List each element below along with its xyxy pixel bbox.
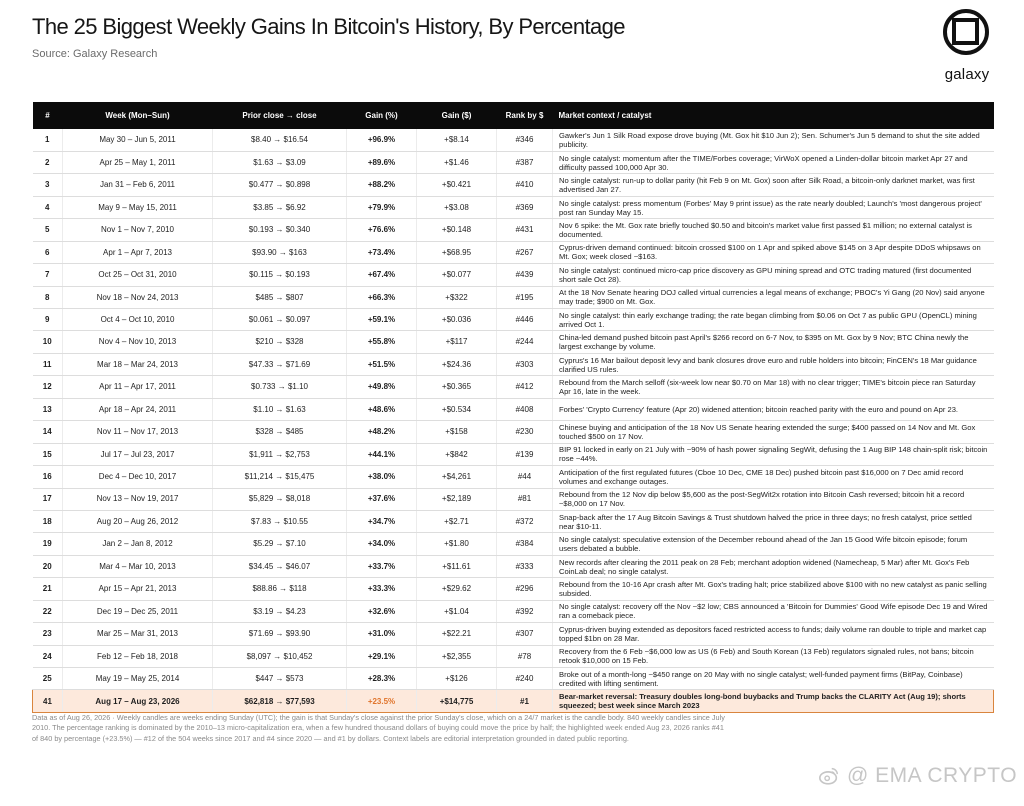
row-rank-usd: #431 [497,219,553,241]
row-gain-pct: +73.4% [347,241,417,263]
row-close: $328 → $485 [213,421,347,443]
row-context: Broke out of a month-long ~$450 range on 20 May with no single catalyst; well-funded payment firms (BitPay, Coinbase) credited with lifting sentiment. [553,668,994,690]
table-row [33,645,994,667]
col-header-week: Week (Mon–Sun) [105,110,170,120]
table-row [33,129,994,151]
table-row [33,376,994,398]
table-row [33,174,994,196]
row-rank-usd: #369 [497,196,553,218]
row-rank-usd: #384 [497,533,553,555]
row-gain-usd: +$126 [417,668,497,690]
row-close: $8.40 → $16.54 [213,129,347,151]
row-rank-usd: #44 [497,466,553,488]
table-row-highlight [33,690,994,713]
row-rank-usd: #408 [497,398,553,420]
row-gain-usd: +$2,189 [417,488,497,510]
row-gain-usd: +$0.148 [417,219,497,241]
row-gain-pct: +59.1% [347,309,417,331]
row-number: 41 [33,690,63,713]
table-row [33,488,994,510]
row-number: 5 [33,219,63,241]
table-row [33,196,994,218]
row-context: Rebound from the 10-16 Apr crash after Mt. Gox's trading halt; price stabilized above $100 with no new catalyst as panic selling subsided. [553,578,994,600]
gains-table [32,102,994,713]
row-week: Nov 4 – Nov 10, 2013 [63,331,213,353]
row-number: 14 [33,421,63,443]
row-close: $93.90 → $163 [213,241,347,263]
row-gain-pct: +79.9% [347,196,417,218]
row-context: At the 18 Nov Senate hearing DOJ called virtual currencies a legal means of exchange; PBOC's Yi Gang (20 Nov) said anyone may trade; $900 on Mt. Gox. [553,286,994,308]
row-gain-pct: +96.9% [347,129,417,151]
row-number: 7 [33,264,63,286]
table-row [33,578,994,600]
row-week: May 9 – May 15, 2011 [63,196,213,218]
row-rank-usd: #410 [497,174,553,196]
row-close: $34.45 → $46.07 [213,555,347,577]
row-gain-usd: +$22.21 [417,623,497,645]
row-week: Jul 17 – Jul 23, 2017 [63,443,213,465]
row-gain-pct: +44.1% [347,443,417,465]
row-context: Snap-back after the 17 Aug Bitcoin Savings & Trust shutdown halved the price in three days; no fresh catalyst, price settled near $10-11. [553,510,994,532]
row-week: May 30 – Jun 5, 2011 [63,129,213,151]
col-header-gain-usd: Gain ($) [441,110,472,120]
row-context: No single catalyst: speculative extension of the December rebound ahead of the Jan 15 Good Wife bitcoin episode; forum users debated a bubble. [553,533,994,555]
row-gain-usd: +$3.08 [417,196,497,218]
row-context: No single catalyst: continued micro-cap price discovery as GPU mining spread and OTC trading matured (first documented short sale Oct 28). [553,264,994,286]
row-rank-usd: #446 [497,309,553,331]
row-context: China-led demand pushed bitcoin past April's $266 record on 6-7 Nov, to $395 on Mt. Gox by 9 Nov; BTC China newly the largest exchange by volume. [553,331,994,353]
row-gain-pct: +29.1% [347,645,417,667]
row-gain-usd: +$0.036 [417,309,497,331]
row-close: $1.63 → $3.09 [213,151,347,173]
row-gain-pct: +33.7% [347,555,417,577]
table-body [33,129,994,713]
row-number: 17 [33,488,63,510]
row-gain-usd: +$11.61 [417,555,497,577]
row-week: Aug 20 – Aug 26, 2012 [63,510,213,532]
row-number: 1 [33,129,63,151]
row-number: 19 [33,533,63,555]
row-context: Cyprus-driven demand continued: bitcoin crossed $100 on 1 Apr and spiked above $145 on 3 Apr despite DDoS whipsaws on Mt. Gox; week closed ~$163. [553,241,994,263]
row-close: $71.69 → $93.90 [213,623,347,645]
row-rank-usd: #195 [497,286,553,308]
table-row [33,600,994,622]
row-context: Recovery from the 6 Feb ~$6,000 low as US (6 Feb) and South Korean (13 Feb) regulators signaled rules, not bans; bitcoin retook $10,000 on 15 Feb. [553,645,994,667]
row-week: Oct 25 – Oct 31, 2010 [63,264,213,286]
table-row [33,555,994,577]
row-rank-usd: #240 [497,668,553,690]
row-context: Anticipation of the first regulated futures (Cboe 10 Dec, CME 18 Dec) pushed bitcoin past $16,000 on 7 Dec amid record volumes and exchange outages. [553,466,994,488]
row-number: 21 [33,578,63,600]
row-gain-pct: +51.5% [347,353,417,375]
row-rank-usd: #307 [497,623,553,645]
row-number: 6 [33,241,63,263]
row-gain-pct: +67.4% [347,264,417,286]
table-header-row [33,102,994,129]
table-row [33,623,994,645]
row-number: 13 [33,398,63,420]
table-row [33,264,994,286]
row-gain-usd: +$322 [417,286,497,308]
row-gain-pct: +88.2% [347,174,417,196]
table-row [33,466,994,488]
row-context: No single catalyst: recovery off the Nov ~$2 low; CBS announced a 'Bitcoin for Dummies' Good Wife episode Dec 19 and Wired ran a comeback piece. [553,600,994,622]
table-row [33,331,994,353]
row-gain-usd: +$117 [417,331,497,353]
row-rank-usd: #372 [497,510,553,532]
row-rank-usd: #392 [497,600,553,622]
row-gain-pct: +34.7% [347,510,417,532]
row-number: 23 [33,623,63,645]
row-number: 24 [33,645,63,667]
row-rank-usd: #303 [497,353,553,375]
row-context: Forbes' 'Crypto Currency' feature (Apr 20) widened attention; bitcoin reached parity with the euro and pound on Apr 23. [553,398,994,420]
row-gain-usd: +$1.80 [417,533,497,555]
weibo-icon [818,765,840,787]
row-context: Nov 6 spike: the Mt. Gox rate briefly touched $0.50 and bitcoin's market value first passed $1 million; no external catalyst is documented. [553,219,994,241]
row-context: Cyprus's 16 Mar bailout deposit levy and bank closures drove euro and ruble holders into bitcoin; FinCEN's 18 Mar guidance clarified US rules. [553,353,994,375]
col-header-rank-usd: Rank by $ [505,110,544,120]
row-close: $485 → $807 [213,286,347,308]
row-rank-usd: #439 [497,264,553,286]
row-week: Apr 15 – Apr 21, 2013 [63,578,213,600]
row-context: BIP 91 locked in early on 21 July with ~90% of hash power signaling SegWit, defusing the 1 Aug BIP 148 chain-split risk; bitcoin rose ~44%. [553,443,994,465]
row-week: Nov 13 – Nov 19, 2017 [63,488,213,510]
row-number: 3 [33,174,63,196]
row-week: Nov 1 – Nov 7, 2010 [63,219,213,241]
row-gain-pct: +32.6% [347,600,417,622]
row-close: $5,829 → $8,018 [213,488,347,510]
row-context: Cyprus-driven buying extended as depositors faced restricted access to funds; daily volume ran double to triple and market cap topped $1bn on 28 Mar. [553,623,994,645]
row-context: No single catalyst: press momentum (Forbes' May 9 print issue) as the rate nearly doubled; Launch's 'most dangerous project' post ran Sunday May 15. [553,196,994,218]
row-gain-usd: +$158 [417,421,497,443]
row-close: $0.115 → $0.193 [213,264,347,286]
row-close: $11,214 → $15,475 [213,466,347,488]
row-close: $8,097 → $10,452 [213,645,347,667]
row-close: $0.477 → $0.898 [213,174,347,196]
row-gain-pct: +31.0% [347,623,417,645]
row-rank-usd: #230 [497,421,553,443]
table-row [33,151,994,173]
row-gain-usd: +$0.534 [417,398,497,420]
row-context: Rebound from the March selloff (six-week low near $0.70 on Mar 18) with no clear trigger; TIME's bitcoin piece ran Saturday Apr 16, late in the week. [553,376,994,398]
row-gain-pct: +38.0% [347,466,417,488]
row-gain-usd: +$2,355 [417,645,497,667]
row-gain-usd: +$4,261 [417,466,497,488]
row-close: $0.733 → $1.10 [213,376,347,398]
row-gain-pct: +66.3% [347,286,417,308]
row-rank-usd: #139 [497,443,553,465]
row-gain-pct: +48.2% [347,421,417,443]
table-row [33,668,994,690]
row-gain-pct: +89.6% [347,151,417,173]
row-rank-usd: #346 [497,129,553,151]
watermark-text: @ EMA CRYPTO [847,764,1018,787]
col-header-close: Prior close → close [242,110,317,120]
row-gain-usd: +$14,775 [417,690,497,713]
row-gain-pct: +76.6% [347,219,417,241]
row-rank-usd: #81 [497,488,553,510]
row-rank-usd: #1 [497,690,553,713]
row-week: Jan 31 – Feb 6, 2011 [63,174,213,196]
row-context: Rebound from the 12 Nov dip below $5,600 as the post-SegWit2x rotation into Bitcoin Cash reversed; bitcoin hit a record ~$8,000 on 17 Nov. [553,488,994,510]
row-week: Apr 1 – Apr 7, 2013 [63,241,213,263]
row-close: $5.29 → $7.10 [213,533,347,555]
row-gain-usd: +$0.365 [417,376,497,398]
row-rank-usd: #78 [497,645,553,667]
row-gain-usd: +$24.36 [417,353,497,375]
row-week: Jan 2 – Jan 8, 2012 [63,533,213,555]
row-number: 18 [33,510,63,532]
galaxy-logo [939,8,995,82]
row-close: $447 → $573 [213,668,347,690]
row-week: Oct 4 – Oct 10, 2010 [63,309,213,331]
row-gain-pct: +23.5% [347,690,417,713]
row-close: $1.10 → $1.63 [213,398,347,420]
row-context: Chinese buying and anticipation of the 18 Nov US Senate hearing extended the surge; $400 passed on 14 Nov and Mt. Gox touched $500 on 17 Nov. [553,421,994,443]
table-row [33,533,994,555]
row-number: 10 [33,331,63,353]
row-gain-pct: +37.6% [347,488,417,510]
table-row [33,286,994,308]
row-close: $7.83 → $10.55 [213,510,347,532]
row-gain-usd: +$0.077 [417,264,497,286]
row-gain-usd: +$1.46 [417,151,497,173]
row-week: May 19 – May 25, 2014 [63,668,213,690]
row-rank-usd: #267 [497,241,553,263]
table-row [33,398,994,420]
row-number: 16 [33,466,63,488]
row-context: No single catalyst: thin early exchange trading; the rate began climbing from $0.06 on Oct 7 as public GPU (OpenCL) mining arrived Oct 1. [553,309,994,331]
row-context: No single catalyst: run-up to dollar parity (hit Feb 9 on Mt. Gox) soon after Silk Road, a bitcoin-only darknet market, was first advertised Jan 27. [553,174,994,196]
row-rank-usd: #244 [497,331,553,353]
row-rank-usd: #333 [497,555,553,577]
row-number: 11 [33,353,63,375]
row-week: Nov 18 – Nov 24, 2013 [63,286,213,308]
row-number: 9 [33,309,63,331]
row-number: 2 [33,151,63,173]
row-week: Mar 25 – Mar 31, 2013 [63,623,213,645]
source-line: Source: Galaxy Research [32,48,158,60]
row-number: 15 [33,443,63,465]
row-number: 22 [33,600,63,622]
galaxy-wordmark: galaxy [944,66,990,83]
row-gain-usd: +$2.71 [417,510,497,532]
row-context: Gawker's Jun 1 Silk Road expose drove buying (Mt. Gox hit $10 Jun 2); Sen. Schumer's Jun 5 demand to shut the site added publicity. [553,129,994,151]
row-gain-usd: +$0.421 [417,174,497,196]
watermark [818,764,1017,788]
row-week: Apr 25 – May 1, 2011 [63,151,213,173]
row-gain-pct: +34.0% [347,533,417,555]
table-row [33,309,994,331]
row-close: $0.061 → $0.097 [213,309,347,331]
col-header-gain-pct: Gain (%) [365,110,398,120]
row-close: $47.33 → $71.69 [213,353,347,375]
row-week: Nov 11 – Nov 17, 2013 [63,421,213,443]
row-close: $3.85 → $6.92 [213,196,347,218]
table-row [33,510,994,532]
table-row [33,219,994,241]
row-week: Aug 17 – Aug 23, 2026 [63,690,213,713]
row-close: $62,818 → $77,593 [213,690,347,713]
row-context: New records after clearing the 2011 peak on 28 Feb; merchant adoption widened (Namecheap, 5 Mar) after Mt. Gox's Feb CoinLab deal; no single catalyst. [553,555,994,577]
row-gain-usd: +$1.04 [417,600,497,622]
table-row [33,443,994,465]
row-number: 8 [33,286,63,308]
table-row [33,353,994,375]
row-gain-pct: +28.3% [347,668,417,690]
row-context: No single catalyst: momentum after the TIME/Forbes coverage; VirWoX opened a Linden-dollar bitcoin market Apr 27 and difficulty passed 100,000 Apr 30. [553,151,994,173]
row-close: $210 → $328 [213,331,347,353]
row-context: Bear-market reversal: Treasury doubles long-bond buybacks and Trump backs the CLARITY Act (Aug 19); shorts squeezed; best week since March 2023 [553,690,994,713]
row-number: 4 [33,196,63,218]
galaxy-logo-icon [943,8,989,56]
row-week: Apr 11 – Apr 17, 2011 [63,376,213,398]
row-close: $88.86 → $118 [213,578,347,600]
footnote: Data as of Aug 26, 2026 · Weekly candles are weeks ending Sunday (UTC); the gain is that Sunday's close against the prior Sunday's close, which on a 24/7 market is the candle body. 840 weekly candles since July 2010. The percentage ranking is dominated by the 2010–13 micro-capitalization era, when a few hundred thousand dollars of buying could move the price by half; the highlighted week ended Aug 23, 2026 ranks #41 of 840 by percentage (+23.5%) — #12 of the 504 weeks since 2017 and #4 since 2020 — and #1 by dollars. Context labels are editorial interpretation grounded in dated public reporting. [32,713,725,743]
row-week: Dec 19 – Dec 25, 2011 [63,600,213,622]
row-week: Mar 4 – Mar 10, 2013 [63,555,213,577]
row-week: Mar 18 – Mar 24, 2013 [63,353,213,375]
row-rank-usd: #387 [497,151,553,173]
table-row [33,241,994,263]
row-rank-usd: #296 [497,578,553,600]
row-gain-pct: +48.6% [347,398,417,420]
row-gain-usd: +$68.95 [417,241,497,263]
row-close: $3.19 → $4.23 [213,600,347,622]
row-gain-pct: +33.3% [347,578,417,600]
row-number: 12 [33,376,63,398]
row-number: 25 [33,668,63,690]
row-number: 20 [33,555,63,577]
row-gain-usd: +$8.14 [417,129,497,151]
row-rank-usd: #412 [497,376,553,398]
row-close: $0.193 → $0.340 [213,219,347,241]
col-header-context: Market context / catalyst [558,110,652,120]
row-week: Apr 18 – Apr 24, 2011 [63,398,213,420]
page-title: The 25 Biggest Weekly Gains In Bitcoin's History, By Percentage [32,14,625,39]
table-row [33,421,994,443]
row-gain-pct: +49.8% [347,376,417,398]
row-gain-pct: +55.8% [347,331,417,353]
row-gain-usd: +$29.62 [417,578,497,600]
col-header-rank: # [45,110,50,120]
row-gain-usd: +$842 [417,443,497,465]
row-week: Dec 4 – Dec 10, 2017 [63,466,213,488]
row-close: $1,911 → $2,753 [213,443,347,465]
row-week: Feb 12 – Feb 18, 2018 [63,645,213,667]
